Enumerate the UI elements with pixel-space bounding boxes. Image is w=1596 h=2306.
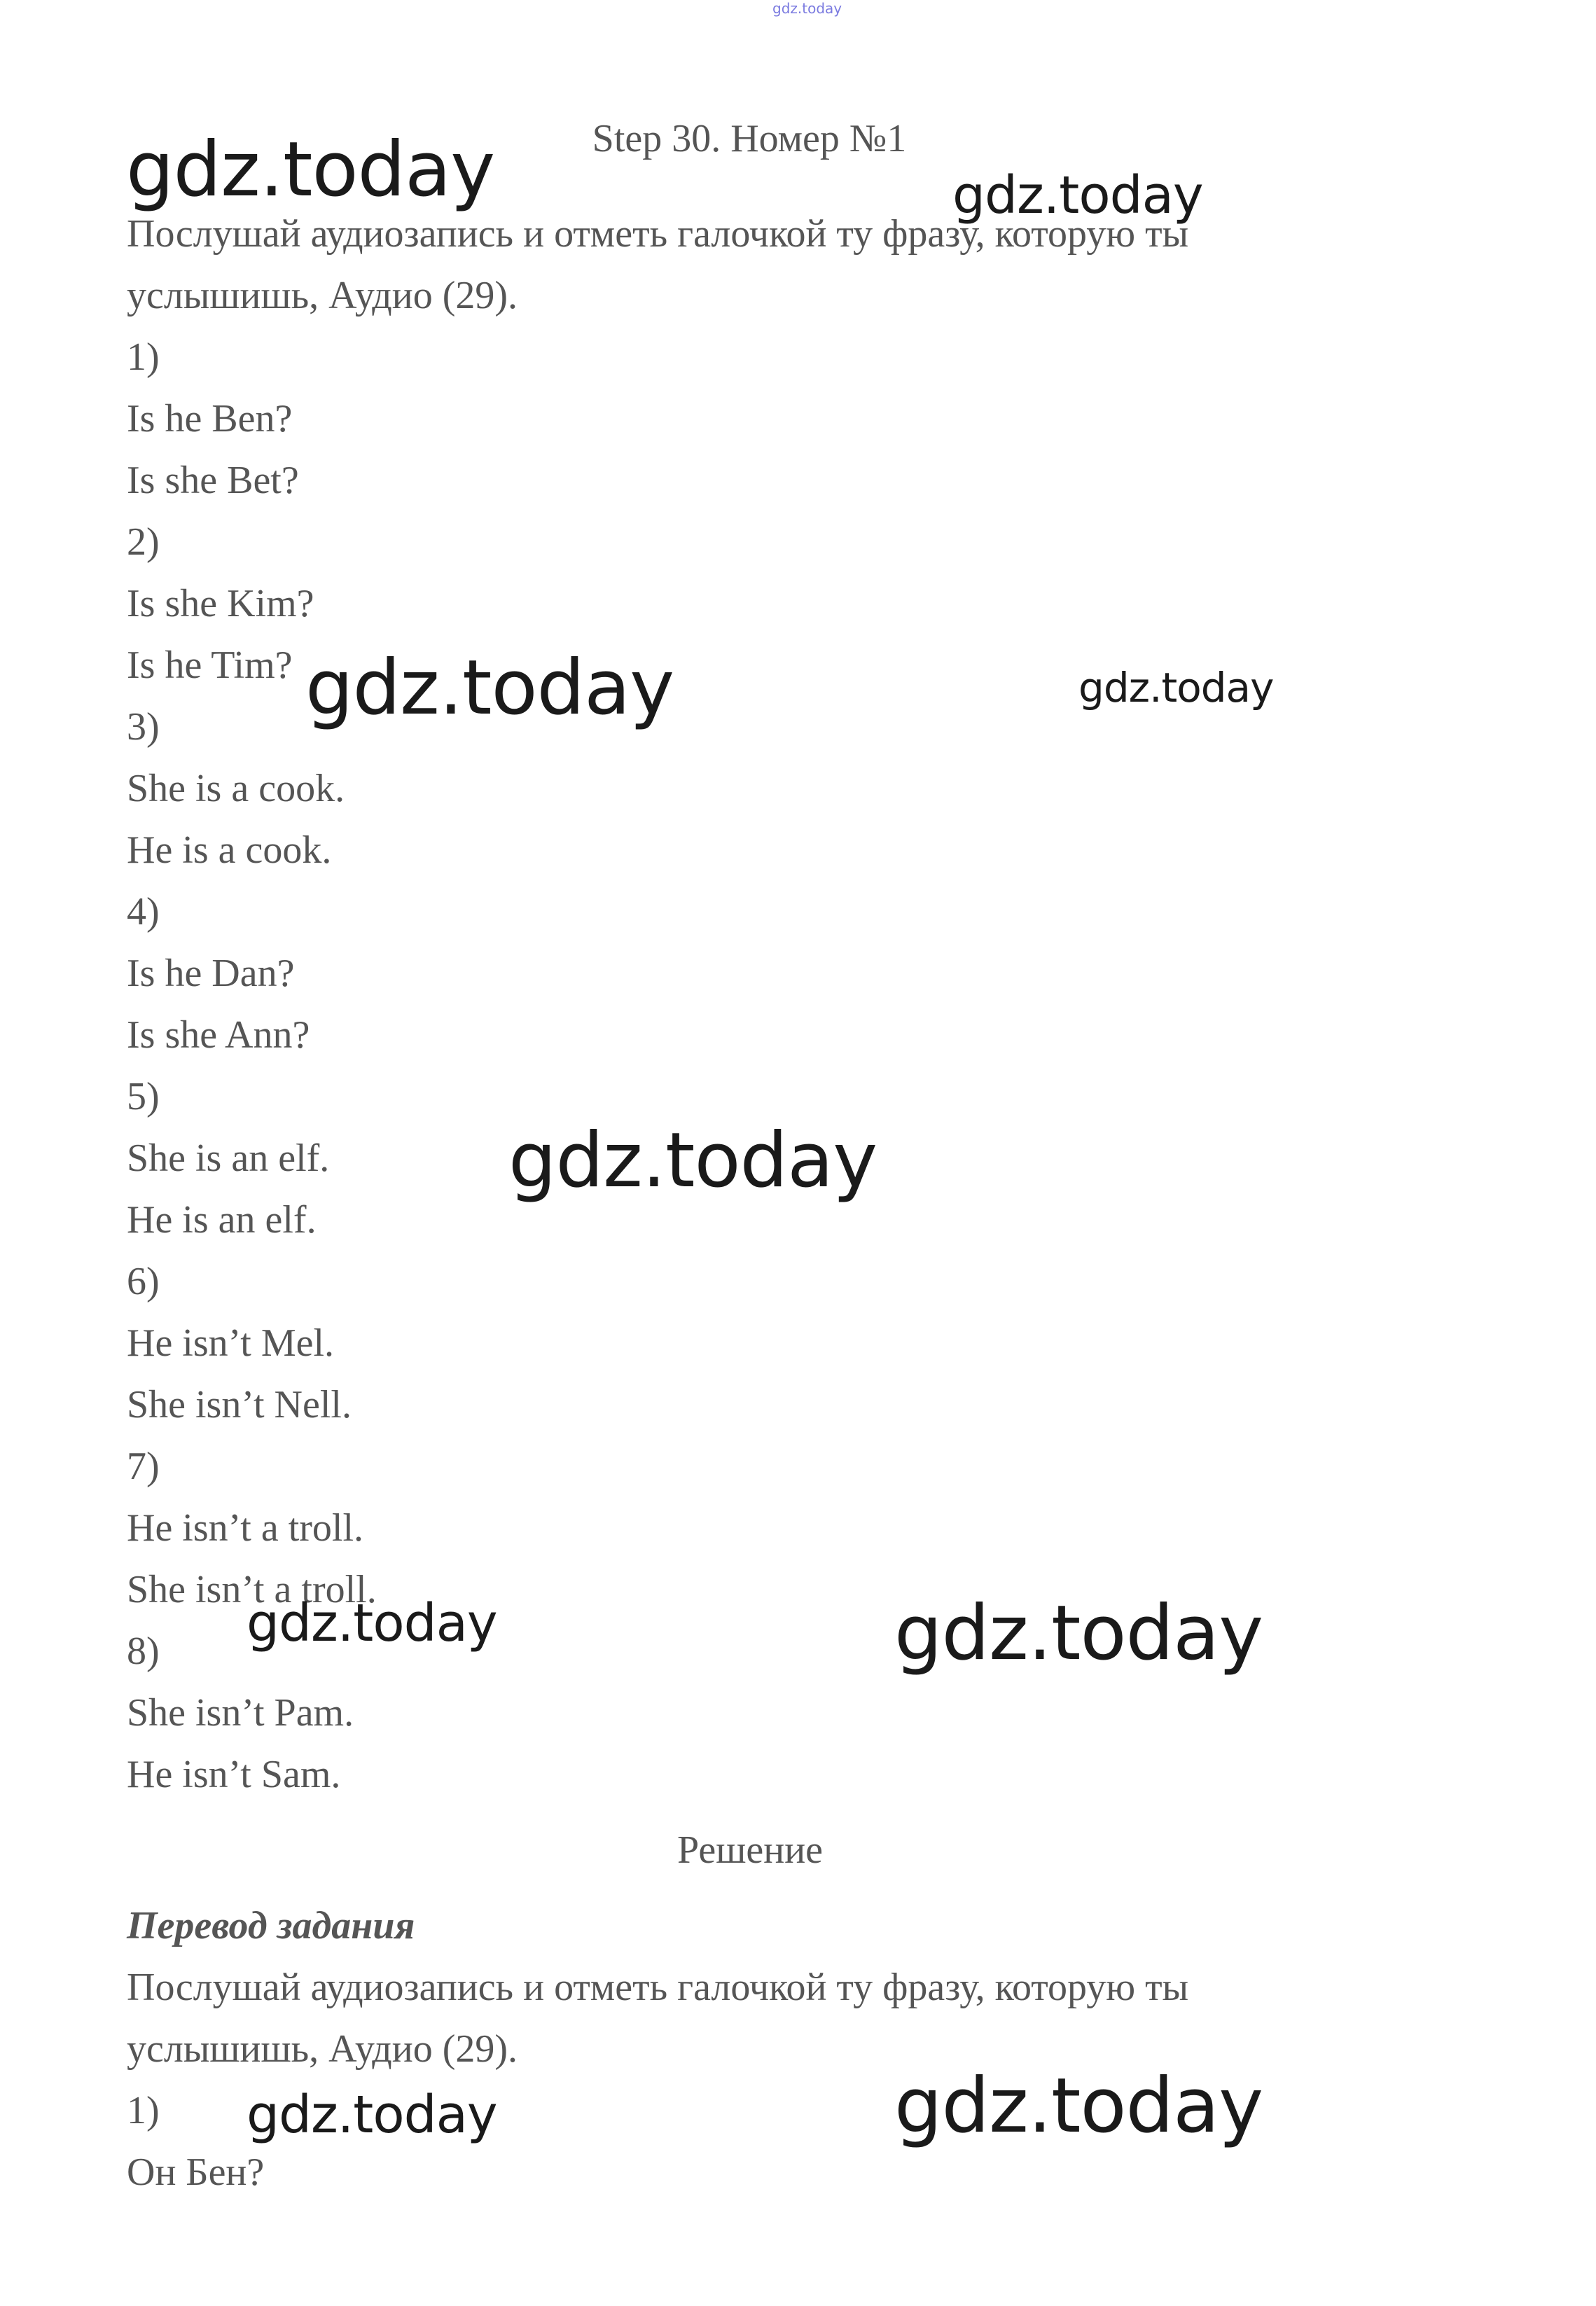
translation-line: Послушай аудиозапись и отметь галочкой ту фразу, которую ты	[127, 1966, 1189, 2009]
phrase-option: He is a cook.	[127, 828, 332, 872]
item-number: 2)	[127, 520, 160, 564]
phrase-option: He isn’t Mel.	[127, 1321, 335, 1365]
translation-line: услышишь, Аудио (29).	[127, 2027, 518, 2071]
item-number: 6)	[127, 1260, 160, 1303]
phrase-option: Is he Dan?	[127, 952, 295, 995]
watermark: gdz.today	[126, 126, 495, 214]
phrase-option: He isn’t Sam.	[127, 1753, 341, 1796]
translation-line: Он Бен?	[127, 2151, 265, 2194]
watermark: gdz.today	[305, 644, 674, 732]
item-number: 8)	[127, 1630, 160, 1673]
watermark: gdz.today	[894, 1590, 1263, 1677]
solution-heading: Решение	[676, 1828, 824, 1872]
phrase-option: He isn’t a troll.	[127, 1506, 364, 1550]
page-title: Step 30. Номер №1	[592, 117, 907, 160]
watermark: gdz.today	[1078, 664, 1274, 711]
phrase-option: Is she Kim?	[127, 582, 314, 625]
item-number: 4)	[127, 890, 160, 933]
translation-heading: Перевод задания	[127, 1904, 415, 1947]
phrase-option: Is he Ben?	[127, 397, 293, 440]
phrase-option: She is an elf.	[127, 1137, 330, 1180]
phrase-option: He is an elf.	[127, 1198, 317, 1242]
phrase-option: She isn’t Pam.	[127, 1691, 354, 1735]
phrase-option: Is she Ann?	[127, 1013, 310, 1057]
translation-item-number: 1)	[127, 2089, 160, 2132]
watermark: gdz.today	[952, 165, 1203, 225]
watermark: gdz.today	[508, 1117, 877, 1204]
top-watermark: gdz.today	[772, 0, 842, 17]
phrase-option: She isn’t Nell.	[127, 1383, 352, 1426]
phrase-option: She is a cook.	[127, 767, 345, 810]
task-text-line: услышишь, Аудио (29).	[127, 274, 518, 317]
phrase-option: Is she Bet?	[127, 459, 299, 502]
watermark: gdz.today	[247, 2085, 497, 2145]
watermark: gdz.today	[894, 2062, 1263, 2150]
item-number: 3)	[127, 705, 160, 749]
phrase-option: She isn’t a troll.	[127, 1568, 377, 1611]
item-number: 5)	[127, 1075, 160, 1118]
item-number: 1)	[127, 335, 160, 379]
item-number: 7)	[127, 1445, 160, 1488]
watermark: gdz.today	[247, 1593, 497, 1653]
task-text-line: Послушай аудиозапись и отметь галочкой ту фразу, которую ты	[127, 212, 1189, 256]
phrase-option: Is he Tim?	[127, 644, 293, 687]
